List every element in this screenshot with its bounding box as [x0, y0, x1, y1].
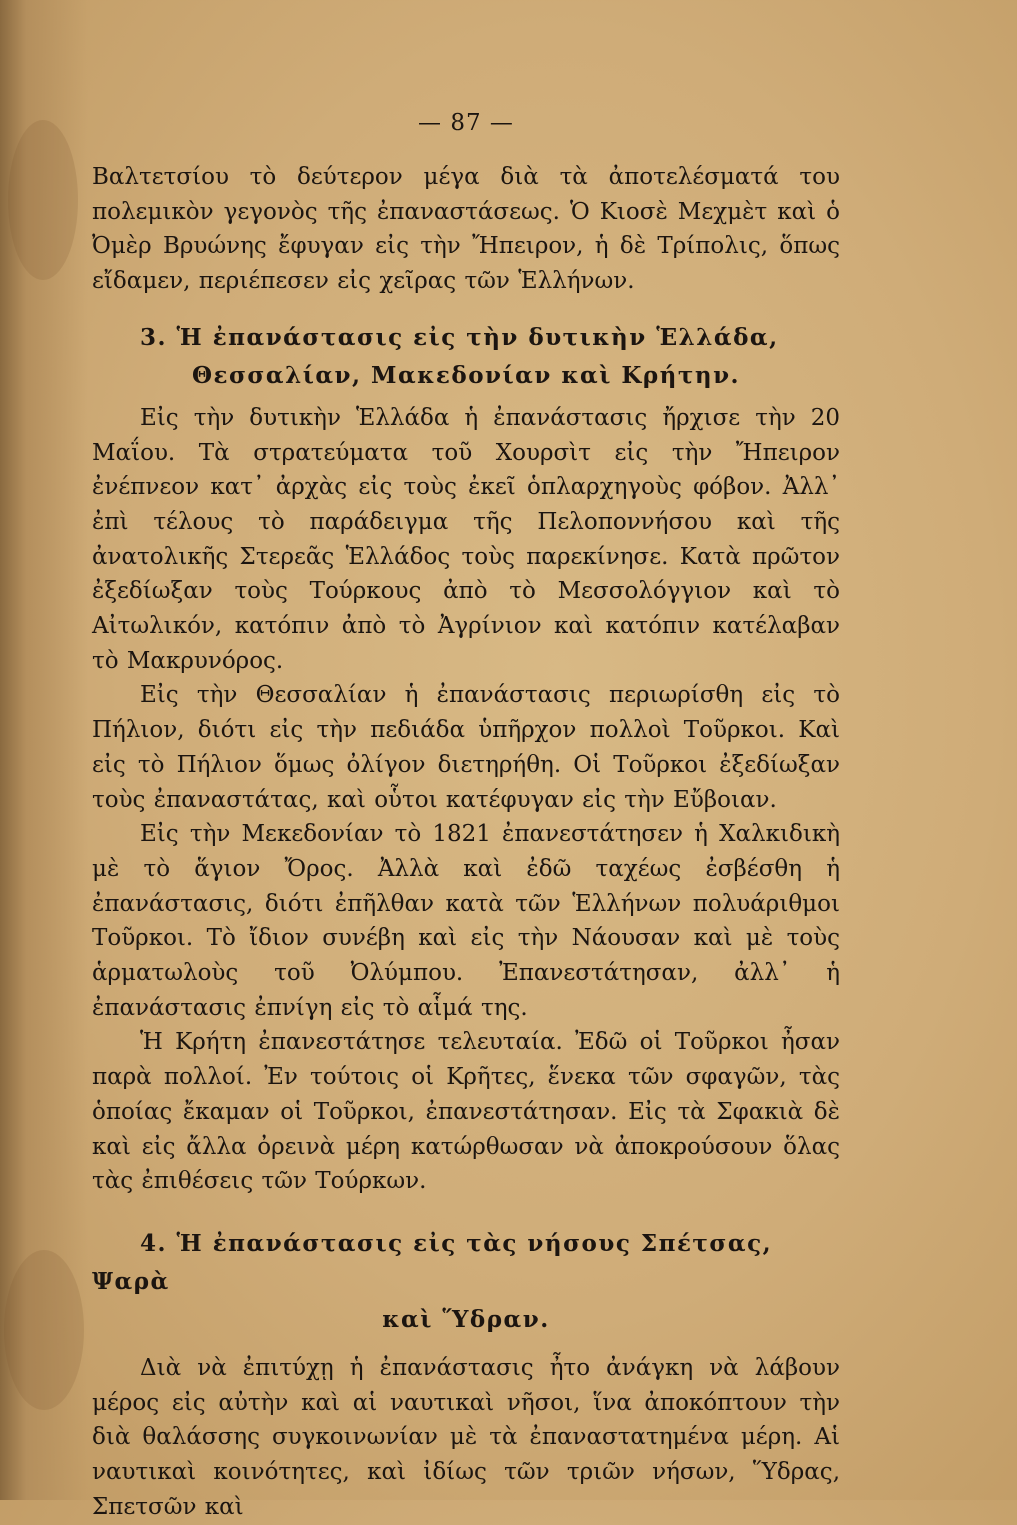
paper-stain: [4, 1250, 84, 1410]
section-4-heading: [92, 1225, 840, 1339]
book-page: [92, 112, 840, 1525]
section-4-paragraph-islands: Διὰ νὰ ἐπιτύχῃ ἡ ἐπανάστασις ἦτο ἀνάγκη νὰ λάβουν μέρος εἰς αὐτὴν καὶ αἱ ναυτικαὶ νῆσοι, ἵνα ἀποκόπτουν τὴν διὰ θαλάσσης συγκοινωνίαν μὲ τὰ ἐπαναστατημένα μέρη. Αἱ ναυτικαὶ κοινότητες, καὶ ἰδίως τῶν τριῶν νήσων, Ὕδρας, Σπετσῶν καὶ: [92, 1354, 840, 1520]
section-3-heading-line1: 3. Ἡ ἐπανάστασις εἰς τὴν δυτικὴν Ἑλλάδα,: [140, 323, 779, 351]
section-3-paragraph-thessaly: Εἰς τὴν Θεσσαλίαν ἡ ἐπανάστασις περιωρίσθη εἰς τὸ Πήλιον, διότι εἰς τὴν πεδιάδα ὑπῆρχον πολλοὶ Τοῦρκοι. Καὶ εἰς τὸ Πήλιον ὅμως ὀλίγον διετηρήθη. Οἱ Τοῦρκοι ἐξεδίωξαν τοὺς ἐπαναστάτας, καὶ οὗτοι κατέφυγαν εἰς τὴν Εὔβοιαν.: [92, 682, 840, 813]
intro-paragraph: Βαλτετσίου τὸ δεύτερον μέγα διὰ τὰ ἀποτελέσματά του πολεμικὸν γεγονὸς τῆς ἐπαναστάσεως. Ὁ Κιοσὲ Μεχμὲτ καὶ ὁ Ὀμὲρ Βρυώνης ἔφυγαν εἰς τὴν Ἤπειρον, ἡ δὲ Τρίπολις, ὅπως εἴδαμεν, περιέπεσεν εἰς χεῖρας τῶν Ἑλλήνων.: [92, 164, 840, 295]
section-4-heading-line2: καὶ Ὕδραν.: [382, 1305, 550, 1333]
section-3-heading: [92, 319, 840, 395]
section-3-paragraph-macedonia: Εἰς τὴν Μεκεδονίαν τὸ 1821 ἐπανεστάτησεν ἡ Χαλκιδικὴ μὲ τὸ ἅγιον Ὄρος. Ἀλλὰ καὶ ἐδῶ ταχέως ἐσβέσθη ἡ ἐπανάστασις, διότι ἐπῆλθαν κατὰ τῶν Ἑλλήνων πολυάριθμοι Τοῦρκοι. Τὸ ἴδιον συνέβη καὶ εἰς τὴν Νάουσαν καὶ μὲ τοὺς ἁρματωλοὺς τοῦ Ὀλύμπου. Ἐπανεστάτησαν, ἀλλ᾽ ἡ ἐπανάστασις ἐπνίγη εἰς τὸ αἷμά της.: [92, 821, 840, 1021]
section-3-paragraph-crete: Ἡ Κρήτη ἐπανεστάτησε τελευταία. Ἐδῶ οἱ Τοῦρκοι ἦσαν παρὰ πολλοί. Ἐν τούτοις οἱ Κρῆτες, ἕνεκα τῶν σφαγῶν, τὰς ὁποίας ἔκαμαν οἱ Τοῦρκοι, ἐπανεστάτησαν. Εἰς τὰ Σφακιὰ δὲ καὶ εἰς ἄλλα ὀρεινὰ μέρη κατώρθωσαν νὰ ἀποκρούσουν ὅλας τὰς ἐπιθέσεις τῶν Τούρκων.: [92, 1029, 840, 1195]
page-number: — 87 —: [418, 110, 514, 136]
section-4-heading-line1: 4. Ἡ ἐπανάστασις εἰς τὰς νήσους Σπέτσας, Ψαρὰ: [92, 1229, 773, 1295]
section-3-paragraph-west: Εἰς τὴν δυτικὴν Ἑλλάδα ἡ ἐπανάστασις ἤρχισε τὴν 20 Μαΐου. Τὰ στρατεύματα τοῦ Χουρσὶτ εἰς τὴν Ἤπειρον ἐνέπνεον κατ᾽ ἀρχὰς εἰς τοὺς ἐκεῖ ὁπλαρχηγοὺς φόβον. Ἀλλ᾽ ἐπὶ τέλους τὸ παράδειγμα τῆς Πελοποννήσου καὶ τῆς ἀνατολικῆς Στερεᾶς Ἑλλάδος τοὺς παρεκίνησε. Κατὰ πρῶτον ἐξεδίωξαν τοὺς Τούρκους ἀπὸ τὸ Μεσσολόγγιον καὶ τὸ Αἰτωλικόν, κατόπιν ἀπὸ τὸ Ἀγρίνιον καὶ κατόπιν κατέλαβαν τὸ Μακρυνόρος.: [92, 404, 840, 674]
section-3-heading-line2: Θεσσαλίαν, Μακεδονίαν καὶ Κρήτην.: [191, 361, 741, 389]
paper-stain: [8, 120, 78, 280]
